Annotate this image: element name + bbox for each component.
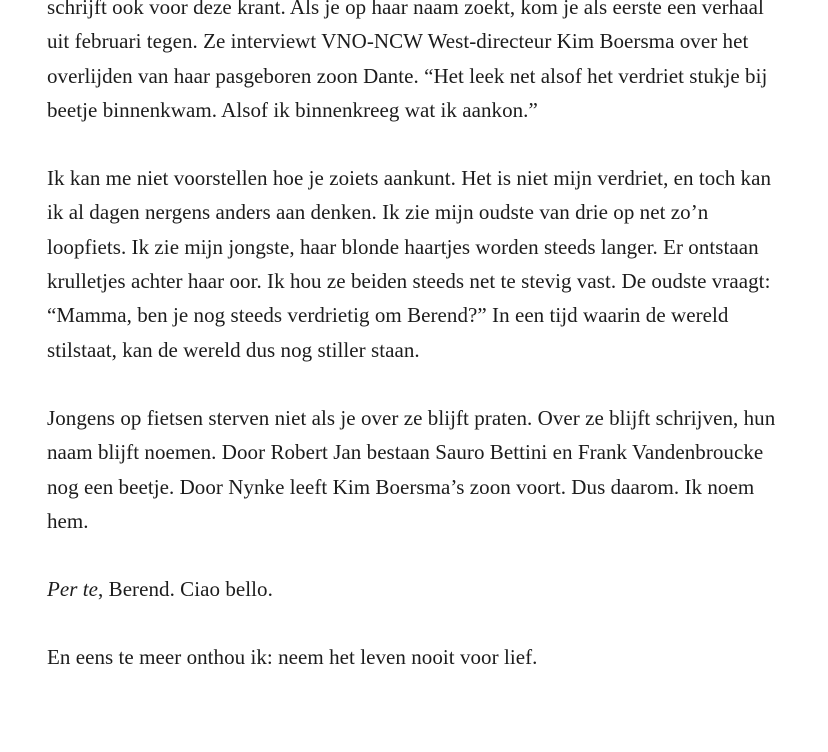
paragraph-4 xyxy=(47,572,787,606)
italic-phrase: Per te xyxy=(47,577,99,602)
paragraph-5: En eens te meer onthou ik: neem het leven nooit voor lief. xyxy=(47,645,538,670)
paragraph-1: schrijft ook voor deze krant. Als je op haar naam zoekt, kom je als eerste een verhaal uit februari tegen. Ze interviewt VNO-NCW West-directeur Kim Boersma over het overlijden van haar pasgeboren zoon Dante. “Het leek net alsof het verdriet stukje bij beetje binnenkwam. Alsof ik binnenkreeg wat ik aankon.” xyxy=(47,0,768,122)
paragraph-2: Ik kan me niet voorstellen hoe je zoiets aankunt. Het is niet mijn verdriet, en toch kan ik al dagen nergens anders aan denken. Ik zie mijn oudste van drie op net zo’n loopfiets. Ik zie mijn jongste, haar blonde haartjes worden steeds langer. Er ontstaan krulletjes achter haar oor. Ik hou ze beiden steeds net te stevig vast. De oudste vraagt: “Mamma, ben je nog steeds verdrietig om Berend?” In een tijd waarin de wereld stilstaat, kan de wereld dus nog stiller staan. xyxy=(47,166,772,362)
article-body xyxy=(47,0,787,709)
paragraph-4-text: , Berend. Ciao bello. xyxy=(98,577,273,602)
paragraph-3: Jongens op fietsen sterven niet als je over ze blijft praten. Over ze blijft schrijven, hun naam blijft noemen. Door Robert Jan bestaan Sauro Bettini en Frank Vandenbroucke nog een beetje. Door Nynke leeft Kim Boersma’s zoon voort. Dus daarom. Ik noem hem. xyxy=(47,405,776,533)
